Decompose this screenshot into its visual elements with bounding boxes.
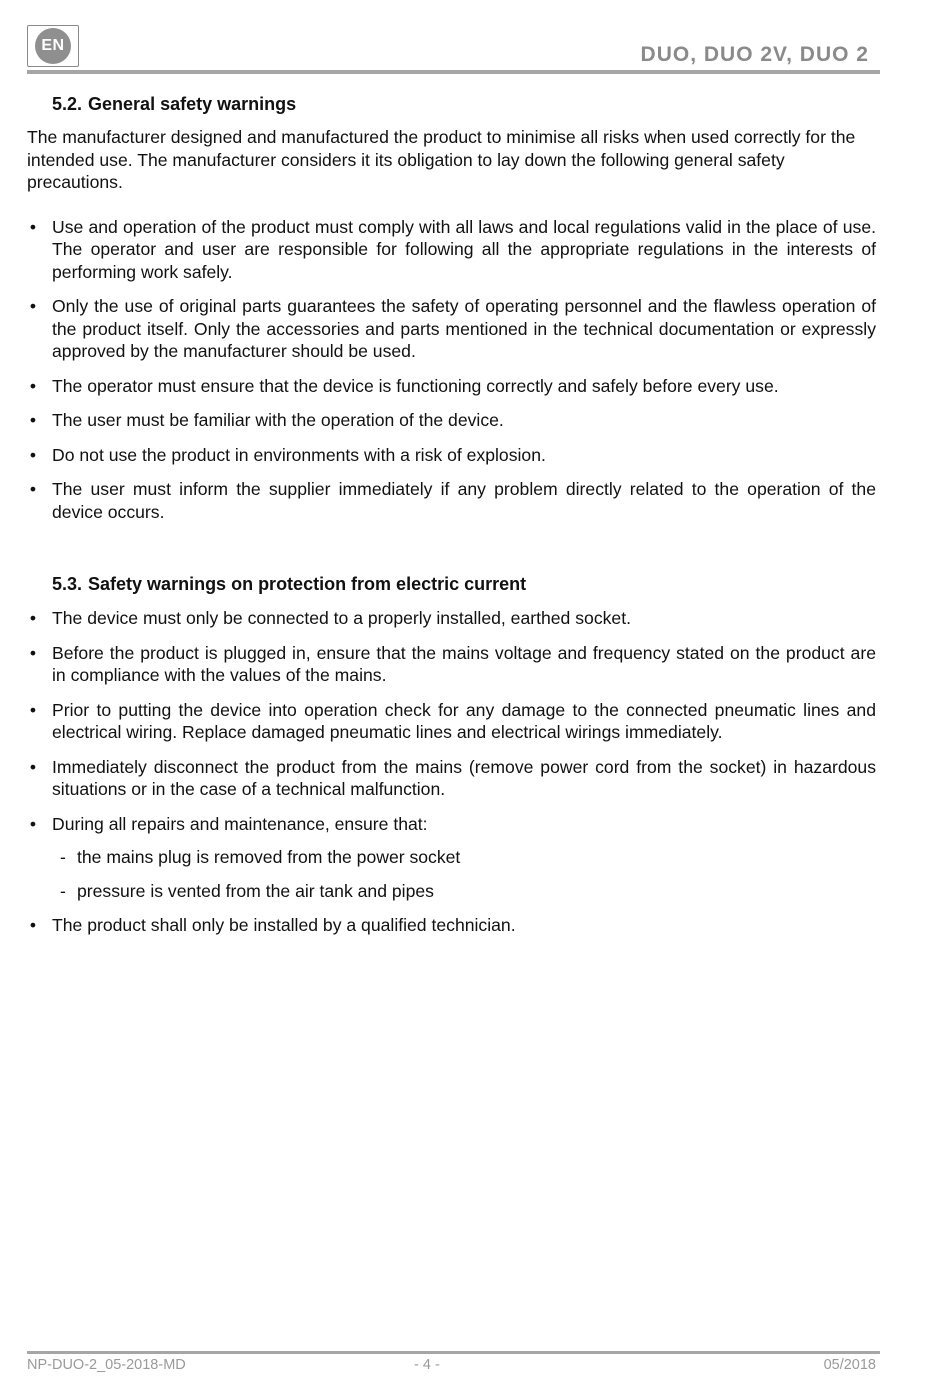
section-heading-general-safety: [27, 92, 876, 116]
list-item-text: The device must only be connected to a properly installed, earthed socket.: [52, 608, 631, 628]
general-safety-list: [27, 216, 876, 524]
page-content: [27, 92, 876, 949]
footer-document-code: NP-DUO-2_05-2018-MD: [27, 1357, 186, 1373]
section-heading-electric-current: [27, 572, 876, 596]
list-item: [27, 914, 876, 937]
list-item-text: The product shall only be installed by a qualified technician.: [52, 915, 516, 935]
dash-icon: -: [60, 847, 66, 867]
intro-paragraph: The manufacturer designed and manufactured the product to minimise all risks when used correctly for the intended use. The manufacturer considers it its obligation to lay down the following general safety precautions.: [27, 127, 856, 192]
list-item-text: Only the use of original parts guarantees the safety of operating personnel and the flawless operation of the product itself. Only the accessories and parts mentioned in the technical documentation or expressly approved by the manufacturer should be used.: [52, 296, 876, 361]
footer-divider: [27, 1351, 880, 1354]
list-item-text: Immediately disconnect the product from the mains (remove power cord from the socket) in hazardous situations or in the case of a technical malfunction.: [52, 756, 876, 799]
header-divider: [27, 70, 880, 74]
list-item: [27, 642, 876, 687]
section-number: 5.3.: [52, 574, 83, 594]
list-item: [27, 607, 876, 630]
list-item: [27, 295, 876, 363]
bullet-icon: •: [29, 444, 37, 465]
list-item-text: The operator must ensure that the device is functioning correctly and safely before every use.: [52, 375, 779, 396]
footer-page-number: - 4 -: [414, 1357, 440, 1373]
sub-list-item: [52, 846, 876, 869]
list-item: [27, 813, 876, 903]
list-item: [27, 478, 876, 523]
language-badge-label: EN: [35, 28, 71, 64]
sub-list-item-text: pressure is vented from the air tank and pipes: [77, 880, 434, 901]
bullet-icon: •: [29, 410, 37, 430]
maintenance-sub-list: [52, 846, 876, 902]
list-item: [27, 375, 876, 398]
list-item-text: During all repairs and maintenance, ensure that:: [52, 813, 428, 834]
list-item-text: The user must be familiar with the operation of the device.: [52, 410, 504, 430]
bullet-icon: •: [29, 375, 37, 396]
section-title: Safety warnings on protection from electric current: [88, 574, 527, 594]
bullet-icon: •: [29, 813, 37, 834]
list-item-text: Prior to putting the device into operation check for any damage to the connected pneumatic lines and electrical wiring. Replace damaged pneumatic lines and electrical wirings immediately.: [52, 699, 876, 742]
list-item: [27, 444, 876, 467]
bullet-icon: •: [29, 915, 37, 935]
document-title: DUO, DUO 2V, DUO 2: [640, 43, 869, 66]
section-number: 5.2.: [52, 94, 83, 114]
list-item: [27, 409, 876, 432]
bullet-icon: •: [29, 642, 37, 663]
language-badge: [27, 25, 79, 67]
list-item-text: Use and operation of the product must comply with all laws and local regulations valid in the place of use. The operator and user are responsible for following all the appropriate regulations in the interests of performing work safely.: [52, 216, 876, 282]
bullet-icon: •: [29, 216, 37, 237]
footer-date: 05/2018: [823, 1357, 876, 1373]
bullet-icon: •: [29, 296, 37, 316]
bullet-icon: •: [29, 479, 37, 499]
list-item: [27, 756, 876, 801]
dash-icon: -: [60, 880, 66, 901]
sub-list-item-text: the mains plug is removed from the power socket: [77, 847, 461, 867]
section-title: General safety warnings: [88, 94, 297, 114]
list-item-text: Before the product is plugged in, ensure that the mains voltage and frequency stated on the product are in compliance with the values of the mains.: [52, 642, 876, 685]
bullet-icon: •: [29, 608, 37, 628]
bullet-icon: •: [29, 699, 37, 720]
list-item-text: Do not use the product in environments with a risk of explosion.: [52, 444, 546, 465]
list-item: [27, 699, 876, 744]
sub-list-item: [52, 880, 876, 903]
list-item: [27, 216, 876, 284]
electric-safety-list: [27, 607, 876, 937]
list-item-text: The user must inform the supplier immediately if any problem directly related to the operation of the device occurs.: [52, 479, 876, 522]
bullet-icon: •: [29, 756, 37, 777]
